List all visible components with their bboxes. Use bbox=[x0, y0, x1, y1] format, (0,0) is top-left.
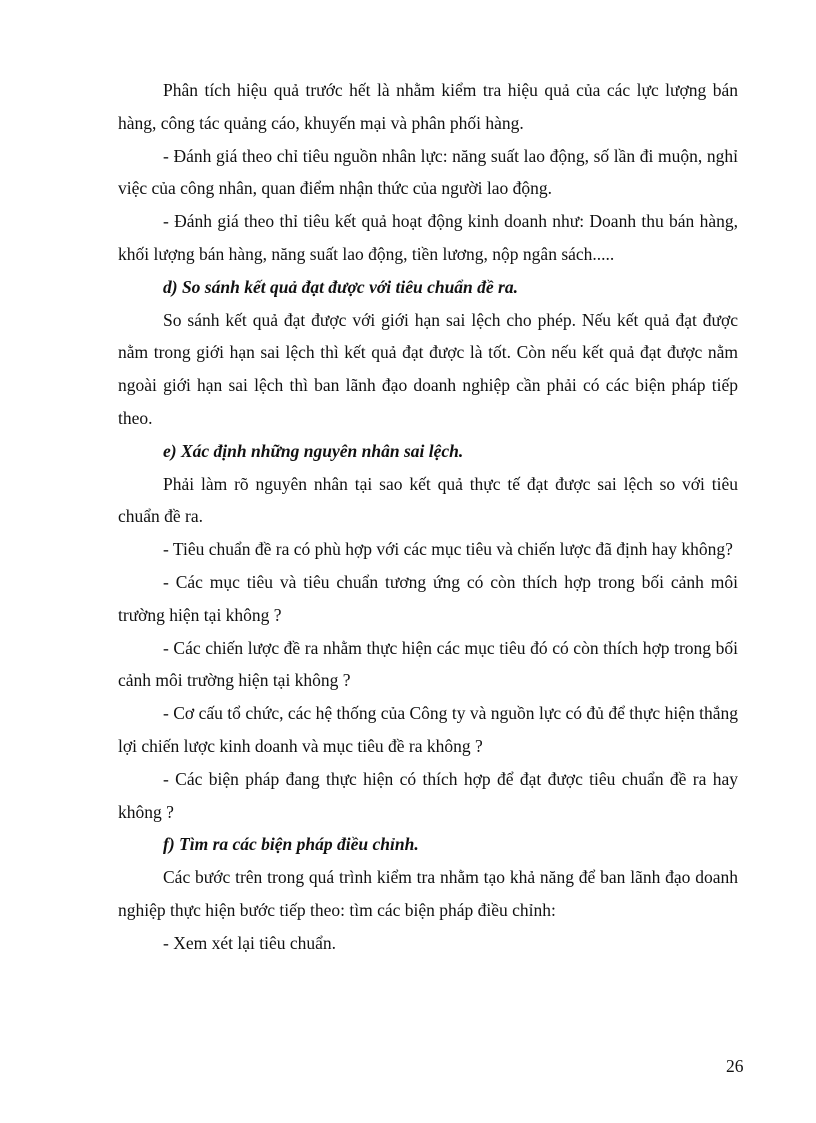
paragraph-bullet-measures: - Các biện pháp đang thực hiện có thích hợp để đạt được tiêu chuẩn đề ra hay không ? bbox=[118, 768, 738, 822]
paragraph-bullet-review-standards: - Xem xét lại tiêu chuẩn. bbox=[163, 932, 336, 953]
paragraph-adjustment: Các bước trên trong quá trình kiểm tra nhằm tạo khả năng để ban lãnh đạo doanh nghiệp thực hiện bước tiếp theo: tìm các biện pháp điều chỉnh: bbox=[118, 867, 738, 920]
body-text bbox=[118, 74, 738, 960]
section-heading-f: f) Tìm ra các biện pháp điều chỉnh. bbox=[163, 834, 419, 855]
page-number: 26 bbox=[726, 1056, 744, 1076]
paragraph-bullet-standards: - Tiêu chuẩn đề ra có phù hợp với các mục tiêu và chiến lược đã định hay không? bbox=[163, 539, 733, 560]
paragraph-bullet-human-resources: - Đánh giá theo chỉ tiêu nguồn nhân lực: năng suất lao động, số lần đi muộn, nghỉ việc của công nhân, quan điểm nhận thức của người lao động. bbox=[118, 145, 738, 199]
paragraph-compare-results: So sánh kết quả đạt được với giới hạn sai lệch cho phép. Nếu kết quả đạt được nằm trong giới hạn sai lệch thì kết quả đạt được là tốt. Còn nếu kết quả đạt được nằm ngoài giới hạn sai lệch thì ban lãnh đạo doanh nghiệp cần phải có các biện pháp tiếp theo. bbox=[118, 309, 738, 428]
paragraph-bullet-objectives: - Các mục tiêu và tiêu chuẩn tương ứng có còn thích hợp trong bối cảnh môi trường hiện tại không ? bbox=[118, 571, 738, 625]
paragraph-causes: Phải làm rõ nguyên nhân tại sao kết quả thực tế đạt được sai lệch so với tiêu chuẩn đề ra. bbox=[118, 473, 738, 527]
paragraph-bullet-strategies: - Các chiến lược đề ra nhằm thực hiện các mục tiêu đó có còn thích hợp trong bối cảnh môi trường hiện tại không ? bbox=[118, 637, 738, 691]
paragraph-bullet-business-results: - Đánh giá theo thỉ tiêu kết quả hoạt động kinh doanh như: Doanh thu bán hàng, khối lượng bán hàng, năng suất lao động, tiền lương, nộp ngân sách..... bbox=[118, 211, 738, 264]
paragraph-intro: Phân tích hiệu quả trước hết là nhằm kiểm tra hiệu quả của các lực lượng bán hàng, công tác quảng cáo, khuyến mại và phân phối hàng. bbox=[118, 80, 738, 133]
paragraph-bullet-structure: - Cơ cấu tổ chức, các hệ thống của Công ty và nguồn lực có đủ để thực hiện thắng lợi chiến lược kinh doanh và mục tiêu đề ra không ? bbox=[118, 703, 738, 756]
section-heading-e: e) Xác định những nguyên nhân sai lệch. bbox=[163, 440, 464, 461]
section-heading-d: d) So sánh kết quả đạt được với tiêu chuẩn đề ra. bbox=[163, 276, 518, 297]
